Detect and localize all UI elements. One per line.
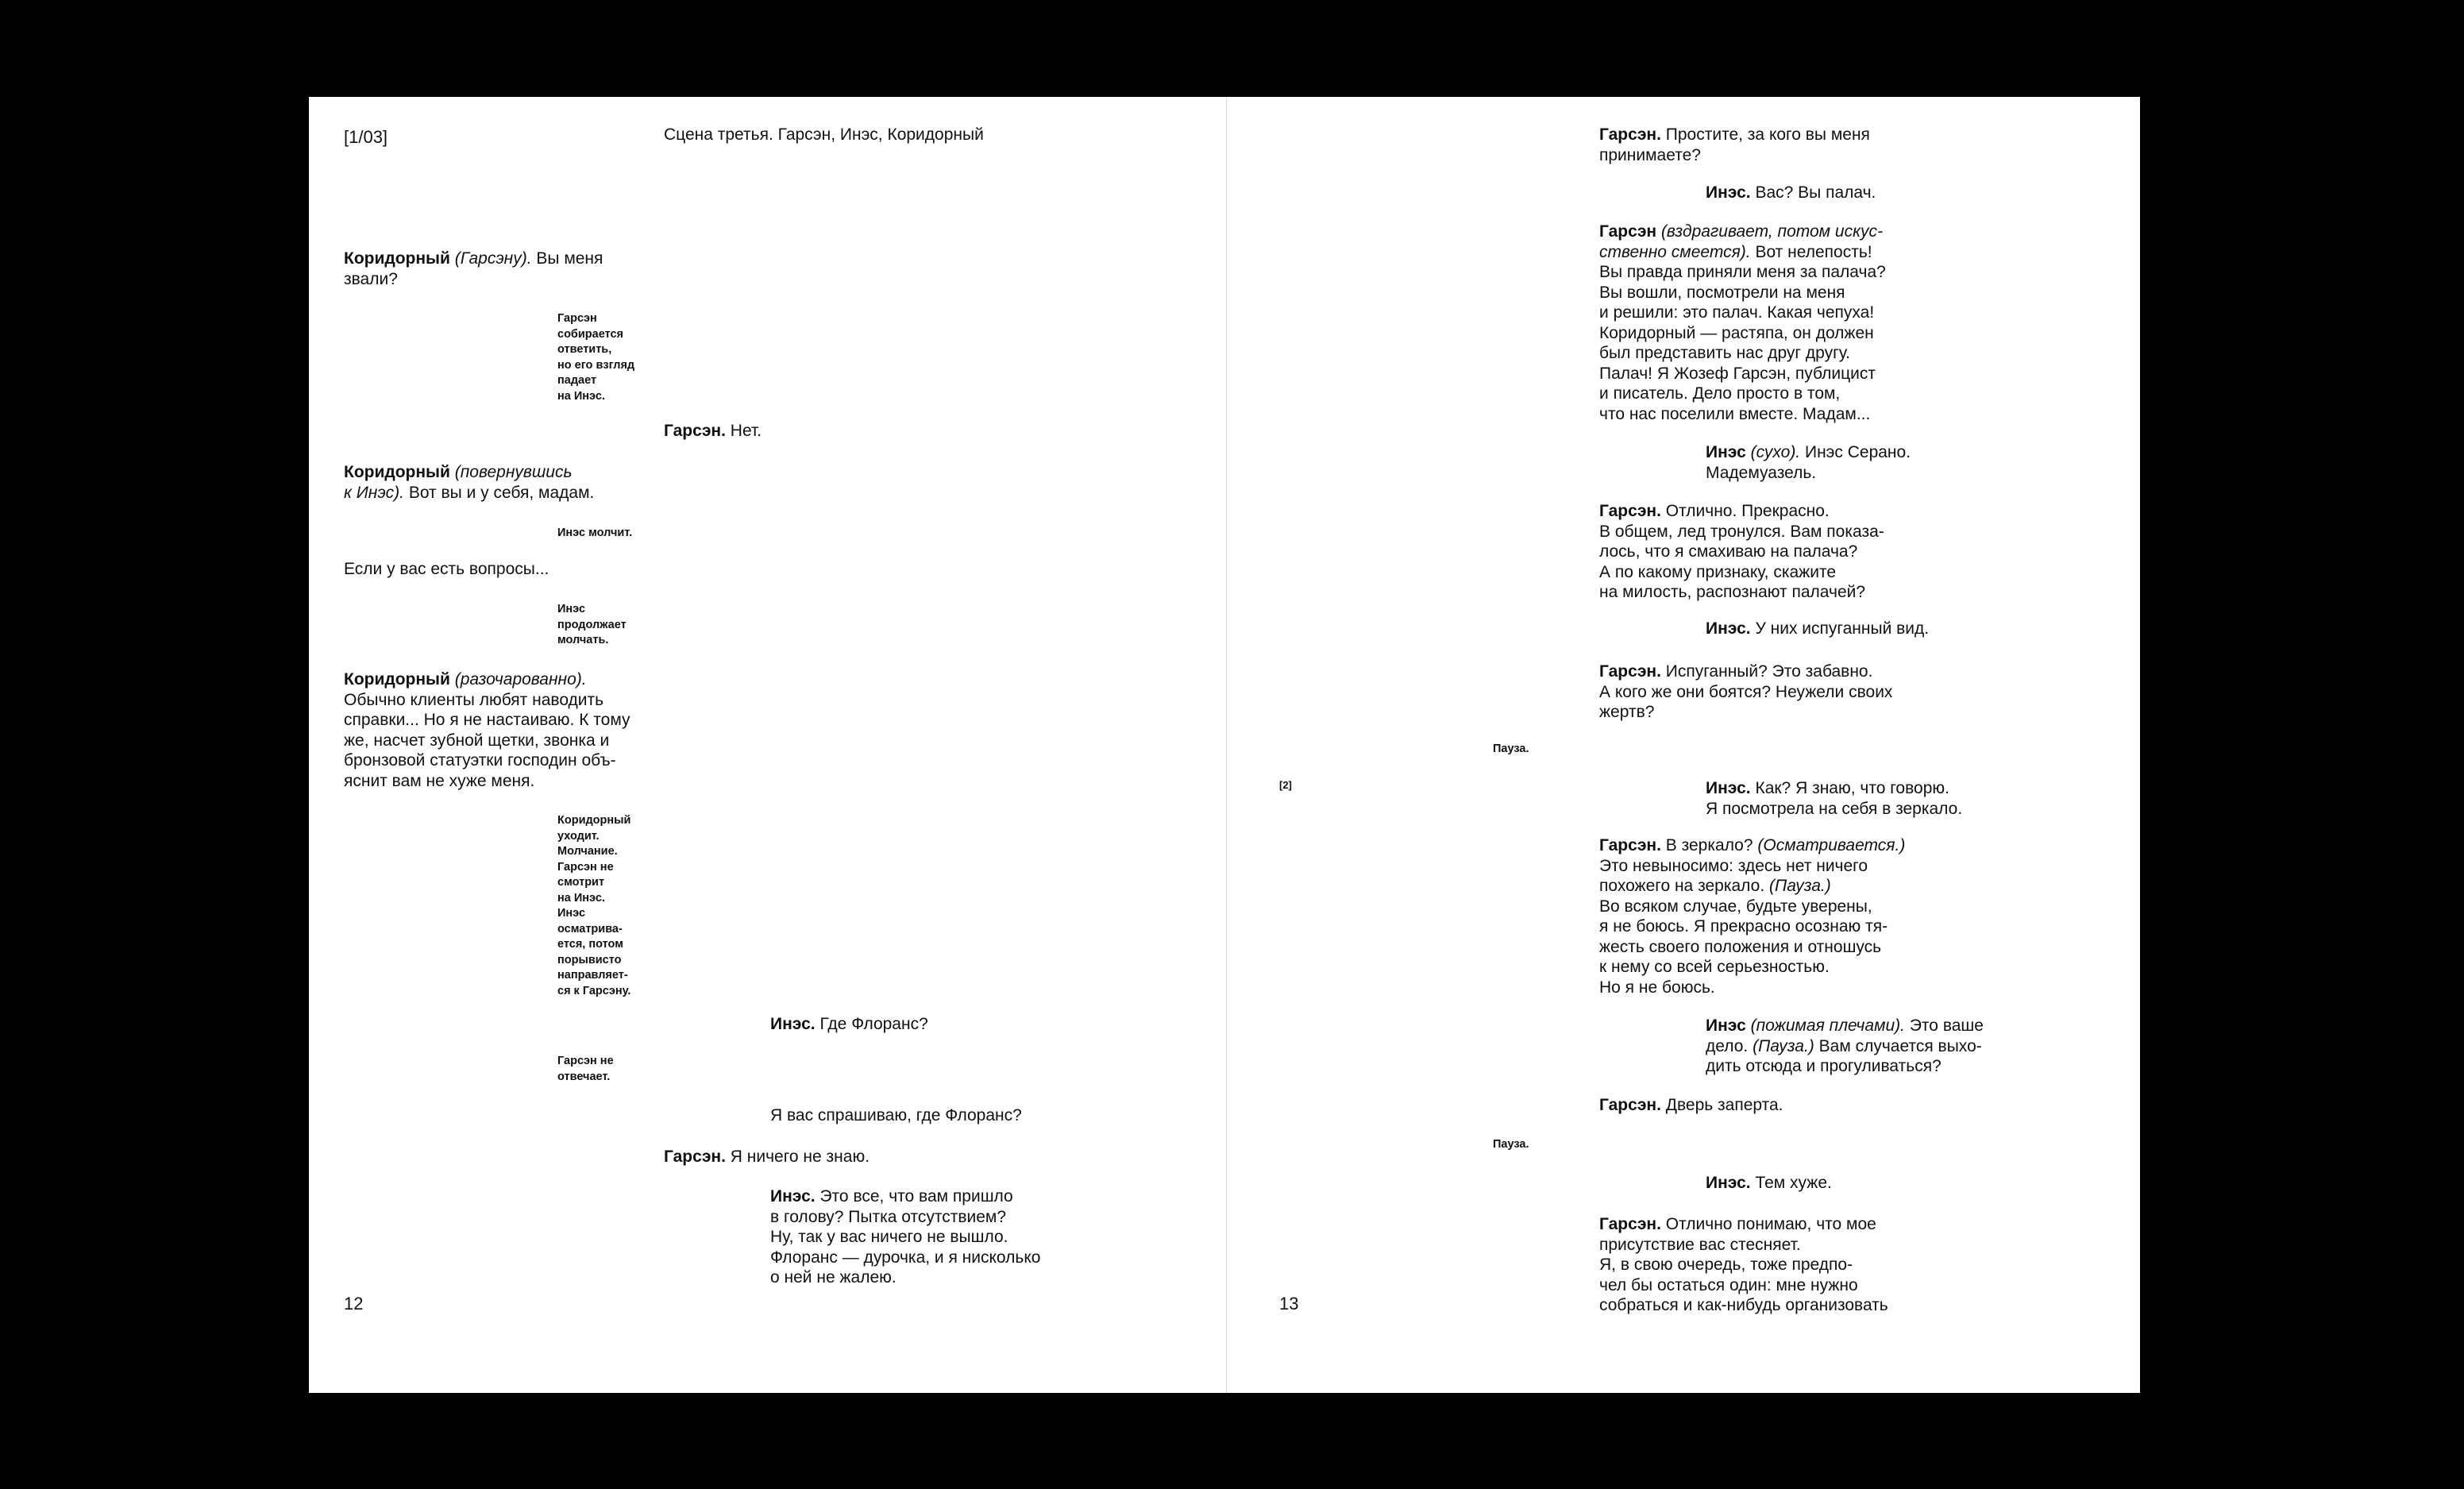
dialogue-line	[344, 249, 603, 289]
dialogue-line	[1706, 619, 1929, 639]
dialogue-line	[1706, 442, 1911, 483]
dialogue-line	[770, 1014, 928, 1035]
stage-direction: (повернувшись к Инэс).	[344, 463, 573, 502]
line-text: Отлично. Прекрасно. В общем, лед тронулся. Вам показа- лось, что я смахиваю на палача? А по какому признаку, скажите на милость, распознают палачей?	[1599, 502, 1884, 601]
speaker-name: Коридорный	[344, 463, 450, 481]
dialogue-line	[664, 421, 762, 442]
line-text: Это все, что вам пришло в голову? Пытка отсутствием? Ну, так у вас ничего не вышло. Флоранс — дурочка, и я нисколько о ней не жалею.	[770, 1187, 1041, 1286]
stage-note: Гарсэн собирается ответить, но его взгляд падает на Инэс.	[557, 312, 635, 403]
stage-note: Коридорный уходит. Молчание. Гарсэн не смотрит на Инэс. Инэс осматрива- ется, потом порывисто направляет- ся к Гарсэну.	[557, 814, 631, 997]
speaker-name: Коридорный	[344, 249, 450, 268]
line-text: Если у вас есть вопросы...	[344, 560, 549, 578]
line-text: Инэс Серано. Мадемуазель.	[1706, 443, 1911, 482]
dialogue-line	[664, 1147, 870, 1167]
speaker-name: Коридорный	[344, 670, 450, 689]
dialogue-line	[1706, 778, 1962, 819]
speaker-name: Гарсэн.	[1599, 502, 1661, 520]
dialogue-line	[1599, 222, 1886, 424]
dialogue-line	[1599, 662, 1892, 723]
line-text: Во всяком случае, будьте уверены, я не боюсь. Я прекрасно осознаю тя- жесть своего положения и отношусь к нему со всей серьезностью. Но я не боюсь.	[1599, 897, 1888, 997]
line-text: Вы меня звали?	[344, 249, 603, 288]
line-text: Нет.	[725, 422, 762, 440]
dialogue-line	[1599, 835, 1905, 997]
stage-note: Инэс продолжает молчать.	[557, 603, 627, 646]
line-text: Вас? Вы палач.	[1750, 183, 1876, 202]
speaker-name: Инэс.	[1706, 1174, 1751, 1192]
line-text: Вот нелепость! Вы правда приняли меня за палача? Вы вошли, посмотрели на меня и решили: это палач. Какая чепуха! Коридорный — растяпа, он должен был представить нас друг другу. Палач! Я Жозеф Гарсэн, публицист и писатель. Дело просто в том, что нас поселили вместе. Мадам...	[1599, 242, 1886, 423]
stage-note: Пауза.	[1493, 1138, 1529, 1151]
stage-direction: (разочарованно).	[449, 670, 587, 689]
dialogue-line	[770, 1186, 1040, 1288]
line-text: Отлично понимаю, что мое присутствие вас стесняет. Я, в свою очередь, тоже предпо- чел бы остаться один: мне нужно собраться и как-нибудь организовать	[1599, 1215, 1888, 1314]
line-text: Я вас спрашиваю, где Флоранс?	[770, 1106, 1022, 1124]
speaker-name: Инэс.	[770, 1015, 816, 1033]
left-page	[309, 97, 1226, 1393]
speaker-name: Гарсэн.	[1599, 125, 1661, 144]
line-text: Дверь заперта.	[1660, 1096, 1783, 1114]
stage-note: Пауза.	[1493, 743, 1529, 755]
stage-direction: (сухо).	[1745, 443, 1801, 461]
line-text: Как? Я знаю, что говорю. Я посмотрела на себя в зеркало.	[1706, 779, 1963, 818]
stage-note: Гарсэн не отвечает.	[557, 1055, 614, 1083]
speaker-name: Гарсэн.	[1599, 662, 1661, 681]
dialogue-line	[1599, 501, 1884, 603]
line-text: Обычно клиенты любят наводить справки... Но я не настаиваю. К тому же, насчет зубной щетки, звонка и бронзовой статуэтки господин объ- яснит вам не хуже меня.	[344, 690, 630, 790]
dialogue-line	[344, 669, 630, 791]
line-text: Испуганный? Это забавно. А кого же они боятся? Неужели своих жертв?	[1599, 662, 1893, 721]
stage-direction: (Пауза.)	[1753, 1036, 1814, 1055]
line-text: Это ваше дело.	[1706, 1016, 1984, 1055]
line-text: Где Флоранс?	[815, 1015, 928, 1033]
line-text: Вам случается выхо- дить отсюда и прогуливаться?	[1706, 1036, 1982, 1075]
section-marker: [2]	[1279, 779, 1292, 791]
page-number: 13	[1279, 1294, 1299, 1313]
speaker-name: Инэс.	[1706, 183, 1751, 202]
dialogue-line	[1706, 183, 1876, 203]
dialogue-line	[1599, 1095, 1783, 1116]
line-text: Вот вы и у себя, мадам.	[403, 483, 595, 502]
stage-direction: (вздрагивает, потом искус- ственно смеется).	[1599, 222, 1884, 261]
scene-marker: [1/03]	[344, 127, 388, 147]
speaker-name: Инэс.	[1706, 779, 1751, 797]
speaker-name: Гарсэн.	[664, 422, 726, 440]
stage-direction: (Гарсэну).	[454, 249, 532, 268]
scene-title: Сцена третья. Гарсэн, Инэс, Коридорный	[664, 125, 984, 144]
stage-note: Инэс молчит.	[557, 527, 633, 539]
speaker-name: Гарсэн.	[1599, 1215, 1661, 1233]
speaker-name: Инэс.	[770, 1187, 816, 1205]
speaker-name: Гарсэн	[1599, 222, 1657, 241]
right-page	[1227, 97, 2140, 1393]
line-text: В зеркало?	[1660, 836, 1758, 854]
stage-direction: (Пауза.)	[1769, 877, 1831, 895]
line-text: Это невыносимо: здесь нет ничего похожего на зеркало.	[1599, 856, 1868, 895]
dialogue-line	[770, 1105, 1022, 1126]
dialogue-line	[1599, 1214, 1888, 1316]
speaker-name: Гарсэн.	[1599, 836, 1661, 854]
speaker-name: Инэс	[1706, 443, 1746, 461]
stage-direction: (пожимая плечами).	[1745, 1016, 1905, 1035]
dialogue-line	[344, 559, 549, 580]
line-text: У них испуганный вид.	[1750, 619, 1930, 638]
dialogue-line	[344, 462, 594, 503]
speaker-name: Гарсэн.	[664, 1148, 726, 1166]
line-text: Тем хуже.	[1750, 1174, 1832, 1192]
line-text: Я ничего не знаю.	[725, 1148, 870, 1166]
dialogue-line	[1599, 125, 1870, 165]
stage-direction: (Осматривается.)	[1757, 836, 1906, 854]
dialogue-line	[1706, 1173, 1832, 1194]
dialogue-line	[1706, 1016, 1984, 1077]
line-text: Простите, за кого вы меня принимаете?	[1599, 125, 1870, 164]
speaker-name: Инэс	[1706, 1016, 1746, 1035]
speaker-name: Инэс.	[1706, 619, 1751, 638]
speaker-name: Гарсэн.	[1599, 1096, 1661, 1114]
page-number: 12	[344, 1294, 364, 1313]
